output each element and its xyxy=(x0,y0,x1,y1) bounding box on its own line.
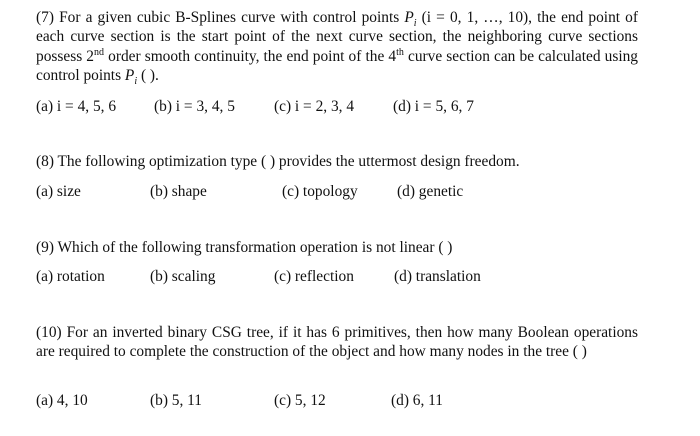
q7-symbol-p: P xyxy=(404,9,414,26)
question-8: (8) The following optimization type ( ) provides the uttermost design freedom. xyxy=(36,153,520,170)
q7-option-b[interactable]: (b) i = 3, 4, 5 xyxy=(154,98,235,115)
q8-option-b[interactable]: (b) shape xyxy=(150,183,207,200)
q7-option-a[interactable]: (a) i = 4, 5, 6 xyxy=(36,98,117,115)
question-7 xyxy=(36,8,638,85)
q7-text-post: curve section can be calculated using control points xyxy=(36,47,638,84)
question-10: (10) For an inverted binary CSG tree, if it has 6 primitives, then how many Boolean operations are required to complete the construction of the object and how many nodes in the tree ( ) xyxy=(36,324,638,361)
q7-option-c[interactable]: (c) i = 2, 3, 4 xyxy=(274,98,355,115)
q7-subscript-i-2: i xyxy=(134,75,138,87)
q8-option-a[interactable]: (a) size xyxy=(36,183,81,200)
q9-option-c[interactable]: (c) reflection xyxy=(274,268,354,285)
q7-text-range: (i = 0, 1, …, 10), the end point of each curve section is the start point of the next curve section, the neighboring curve sections possess 2 xyxy=(36,9,638,65)
q10-options xyxy=(36,392,656,412)
q10-option-a[interactable]: (a) 4, 10 xyxy=(36,392,88,409)
q7-text-tail: ( ). xyxy=(137,66,159,84)
q8-options xyxy=(36,183,656,203)
q10-option-d[interactable]: (d) 6, 11 xyxy=(391,392,444,409)
q7-superscript-nd: nd xyxy=(94,46,104,58)
q9-option-b[interactable]: (b) scaling xyxy=(150,268,216,285)
q7-text-mid: order smooth continuity, the end point of the 4 xyxy=(104,47,397,65)
q7-superscript-th: th xyxy=(396,46,404,58)
q7-options xyxy=(36,98,656,118)
q8-option-d[interactable]: (d) genetic xyxy=(397,183,464,200)
q7-symbol-p-2: P xyxy=(124,66,135,84)
q7-subscript-i: i xyxy=(413,18,417,30)
q9-options xyxy=(36,268,656,288)
q7-option-d[interactable]: (d) i = 5, 6, 7 xyxy=(393,98,474,115)
q10-option-c[interactable]: (c) 5, 12 xyxy=(274,392,326,409)
q9-option-a[interactable]: (a) rotation xyxy=(36,268,105,285)
q8-option-c[interactable]: (c) topology xyxy=(282,183,358,200)
question-9: (9) Which of the following transformation operation is not linear ( ) xyxy=(36,239,453,256)
q10-option-b[interactable]: (b) 5, 11 xyxy=(150,392,203,409)
q7-text-start: (7) For a given cubic B-Splines curve with control points xyxy=(36,9,405,26)
q9-option-d[interactable]: (d) translation xyxy=(394,268,481,285)
